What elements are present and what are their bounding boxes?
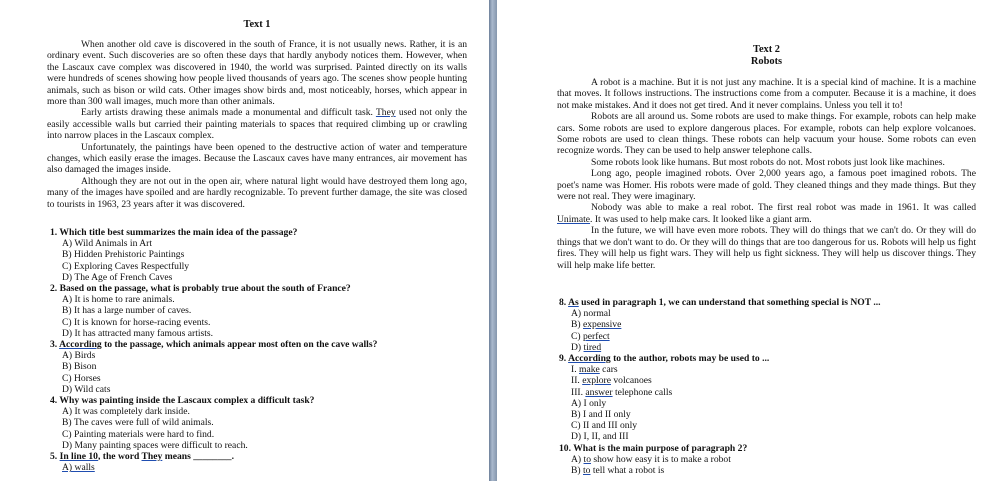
- question-2: [50, 283, 480, 339]
- text1-paragraph-3: Unfortunately, the paintings have been opened to the destructive action of water and temperature changes, which easily erase the images. Because the Lascaux caves have many entrances, air movement has also damaged the images inside.: [47, 141, 467, 176]
- q3-option-d[interactable]: D) Wild cats: [62, 383, 111, 395]
- q9-item-2: [571, 375, 989, 386]
- text2-p5-start: Nobody was able to make a real robot. The first real robot was made in 1961. It was called: [591, 202, 976, 214]
- text2-paragraph-2: Robots are all around us. Some robots are used to make things. For example, robots can help make cars. Some robots are used to explore dangerous places. For example, robots can help explore volcanoes. Some robots are used to clean things. These robots can help vacuum your house. Some robots can even recognize words. They can be used to help answer telephone calls.: [557, 111, 976, 157]
- q10-b-prefix: B): [571, 465, 583, 477]
- q9-according: According: [568, 353, 611, 365]
- text2-paragraph-1: A robot is a machine. But it is not just any machine. It is a special kind of machine. It is a machine that moves. It follows instructions. The instructions come from a computer. Because it is a machine, it does not make mistakes. And it does not get tired. And it never complains. Unless you tell it to!: [557, 77, 976, 111]
- q1-option-a[interactable]: A) Wild Animals in Art: [62, 238, 153, 250]
- right-page: [497, 0, 1000, 481]
- q8-option-d[interactable]: [571, 342, 989, 353]
- q9-item-1: [571, 364, 989, 375]
- question-10-label: 10. What is the main purpose of paragraph 2?: [559, 442, 748, 454]
- text2-p5-unimate: Unimate: [557, 213, 591, 225]
- q10-a-to: to: [583, 453, 591, 465]
- question-1: [50, 227, 480, 283]
- q10-option-a[interactable]: [571, 454, 989, 465]
- q9-item-1-verb: make: [579, 364, 600, 376]
- q2-option-c[interactable]: C) It is known for horse-racing events.: [62, 316, 211, 328]
- q3-option-a[interactable]: A) Birds: [62, 350, 96, 362]
- q8-c-prefix: C): [571, 330, 583, 342]
- q1-option-b[interactable]: B) Hidden Prehistoric Paintings: [62, 249, 185, 261]
- text2-title: Text 2: [752, 44, 781, 55]
- q3-rest: to the passage, which animals appear most often on the cave walls?: [101, 339, 378, 351]
- q8-a-prefix: A): [571, 308, 584, 320]
- text1-p2-start: Early artists drawing these animals made a monumental and difficult task.: [81, 107, 376, 119]
- q4-option-a[interactable]: A) It was completely dark inside.: [62, 406, 190, 418]
- q9-option-a[interactable]: A) I only: [571, 397, 607, 409]
- q1-option-d[interactable]: D) The Age of French Caves: [62, 271, 173, 283]
- q9-option-c[interactable]: C) II and III only: [571, 420, 638, 432]
- q8-d-prefix: D): [571, 341, 584, 353]
- q8-number: 8.: [559, 297, 569, 308]
- q10-b-rest: tell what a robot is: [590, 465, 665, 477]
- q8-option-b[interactable]: [571, 319, 989, 330]
- q5-option-a-text: A) walls: [62, 462, 95, 474]
- q1-option-c[interactable]: C) Exploring Caves Respectfully: [62, 260, 190, 272]
- q3-option-c[interactable]: C) Horses: [62, 372, 101, 384]
- text1-paragraph-1: When another old cave is discovered in the south of France, it is not usually news. Rather, it is an ordinary event. Such discoveries are so often these days that hardly anybody notices them. However, when the Lascaux cave complex was discovered in 1940, the world was surprised. Painted directly on its walls were hundreds of scenes showing how people lived thousands of years ago. The scenes show people hunting animals, such as bison or wild cats. Other images show birds and, most noticeably, horses, which appear in more than 300 wall images, much more than other animals.: [47, 39, 467, 108]
- text2-paragraph-4: Long ago, people imagined robots. Over 2,000 years ago, a famous poet imagined robots. The poet's name was Homer. His robots were made of gold. They cleaned things and they made things. But they were not real. They were imaginary.: [557, 168, 976, 203]
- text2-paragraph-5: [557, 202, 976, 225]
- text2-section: [557, 44, 976, 271]
- question-1-label: 1. Which title best summarizes the main idea of the passage?: [50, 227, 298, 238]
- q5-they: They: [141, 451, 163, 463]
- q9-item-3-verb: answer: [585, 386, 613, 398]
- q10-b-to: to: [583, 465, 591, 477]
- q9-item-1-rest: cars: [599, 364, 618, 376]
- text2-subtitle: Robots: [750, 56, 783, 67]
- q5-option-a[interactable]: [62, 462, 480, 473]
- text1-section: [47, 19, 467, 210]
- q8-d-text: tired: [583, 341, 602, 353]
- q3-option-b[interactable]: B) Bison: [62, 361, 97, 373]
- q8-a-text: normal: [583, 308, 611, 320]
- q4-option-b[interactable]: B) The caves were full of wild animals.: [62, 417, 214, 429]
- question-8: [559, 297, 989, 353]
- left-page: [0, 0, 489, 481]
- question-9-label: [559, 353, 989, 364]
- q10-a-rest: show how easy it is to make a robot: [591, 453, 731, 465]
- right-questions: [559, 297, 989, 476]
- q8-b-prefix: B): [571, 319, 583, 331]
- question-9: [559, 353, 989, 443]
- q2-option-a[interactable]: A) It is home to rare animals.: [62, 294, 175, 306]
- q2-option-d[interactable]: D) It has attracted many famous artists.: [62, 327, 214, 339]
- q9-item-3: [571, 387, 989, 398]
- q4-option-d[interactable]: D) Many painting spaces were difficult to reach.: [62, 439, 248, 451]
- q10-a-prefix: A): [571, 453, 584, 465]
- text1-title: Text 1: [243, 19, 271, 30]
- question-4: [50, 395, 480, 451]
- q9-option-d[interactable]: D) I, II, and III: [571, 431, 629, 443]
- q5-mid: , the word: [97, 451, 142, 463]
- q9-option-b[interactable]: B) I and II only: [571, 409, 631, 421]
- q9-rest: to the author, robots may be used to ...: [610, 353, 770, 365]
- text2-paragraph-6: In the future, we will have even more robots. They will do things that we can't do. Or they will do things that we don't want to do. Or they will do things that are too dangerous for us. Robots will help us fight fires. They will help us fight wars. They will help us fight sickness. They will help us discover things. They will help make life better.: [557, 225, 976, 271]
- q2-option-b[interactable]: B) It has a large number of caves.: [62, 305, 192, 317]
- text2-p5-end: . It was used to help make cars. It looked like a giant arm.: [590, 213, 812, 225]
- q3-according: According: [59, 339, 102, 351]
- page-divider: [489, 0, 497, 481]
- q5-number: 5.: [50, 451, 60, 463]
- left-questions: [50, 227, 480, 473]
- q8-b-text: expensive: [583, 319, 622, 331]
- question-3: [50, 339, 480, 395]
- text1-p2-they: They: [375, 107, 396, 119]
- question-2-label: 2. Based on the passage, what is probably true about the south of France?: [50, 283, 351, 295]
- q5-line-ref: In line 10: [59, 451, 98, 463]
- q9-item-2-rest: volcanoes: [610, 375, 652, 387]
- q8-option-a[interactable]: [571, 308, 989, 319]
- q9-item-2-verb: explore: [582, 375, 611, 387]
- q9-number: 9.: [559, 353, 569, 365]
- q9-item-2-prefix: II.: [571, 375, 583, 387]
- q9-item-1-prefix: I.: [571, 364, 579, 376]
- question-10: [559, 443, 989, 477]
- text1-paragraph-2: [47, 107, 467, 141]
- text2-paragraph-3: Some robots look like humans. But most robots do not. Most robots just look like machines.: [591, 156, 945, 168]
- text1-p2-end: used not only the easily accessible walls but carried their painting materials to spaces that required climbing up or crawling into narrow places in the Lascaux complex.: [47, 107, 468, 142]
- q9-item-3-prefix: III.: [571, 386, 586, 398]
- text1-paragraph-4: Although they are not out in the open air, where natural light would have destroyed them long ago, many of the images have spoiled and are hardly recognizable. To prevent further damage, the site was closed to tourists in 1963, 23 years after it was discovered.: [47, 175, 467, 210]
- q8-as: As: [568, 297, 579, 308]
- q8-option-c[interactable]: [571, 331, 989, 342]
- question-5-label: [50, 451, 480, 462]
- question-8-label: [559, 297, 989, 308]
- q8-c-text: perfect: [583, 330, 610, 342]
- question-5: [50, 451, 480, 473]
- q10-option-b[interactable]: [571, 465, 989, 476]
- q4-option-c[interactable]: C) Painting materials were hard to find.: [62, 428, 215, 440]
- question-4-label: 4. Why was painting inside the Lascaux complex a difficult task?: [50, 395, 315, 407]
- q9-item-3-rest: telephone calls: [612, 386, 673, 398]
- q3-number: 3.: [50, 339, 60, 351]
- q5-end: means ________.: [162, 451, 234, 463]
- q8-rest: used in paragraph 1, we can understand that something special is NOT ...: [578, 297, 881, 308]
- question-3-label: [50, 339, 480, 350]
